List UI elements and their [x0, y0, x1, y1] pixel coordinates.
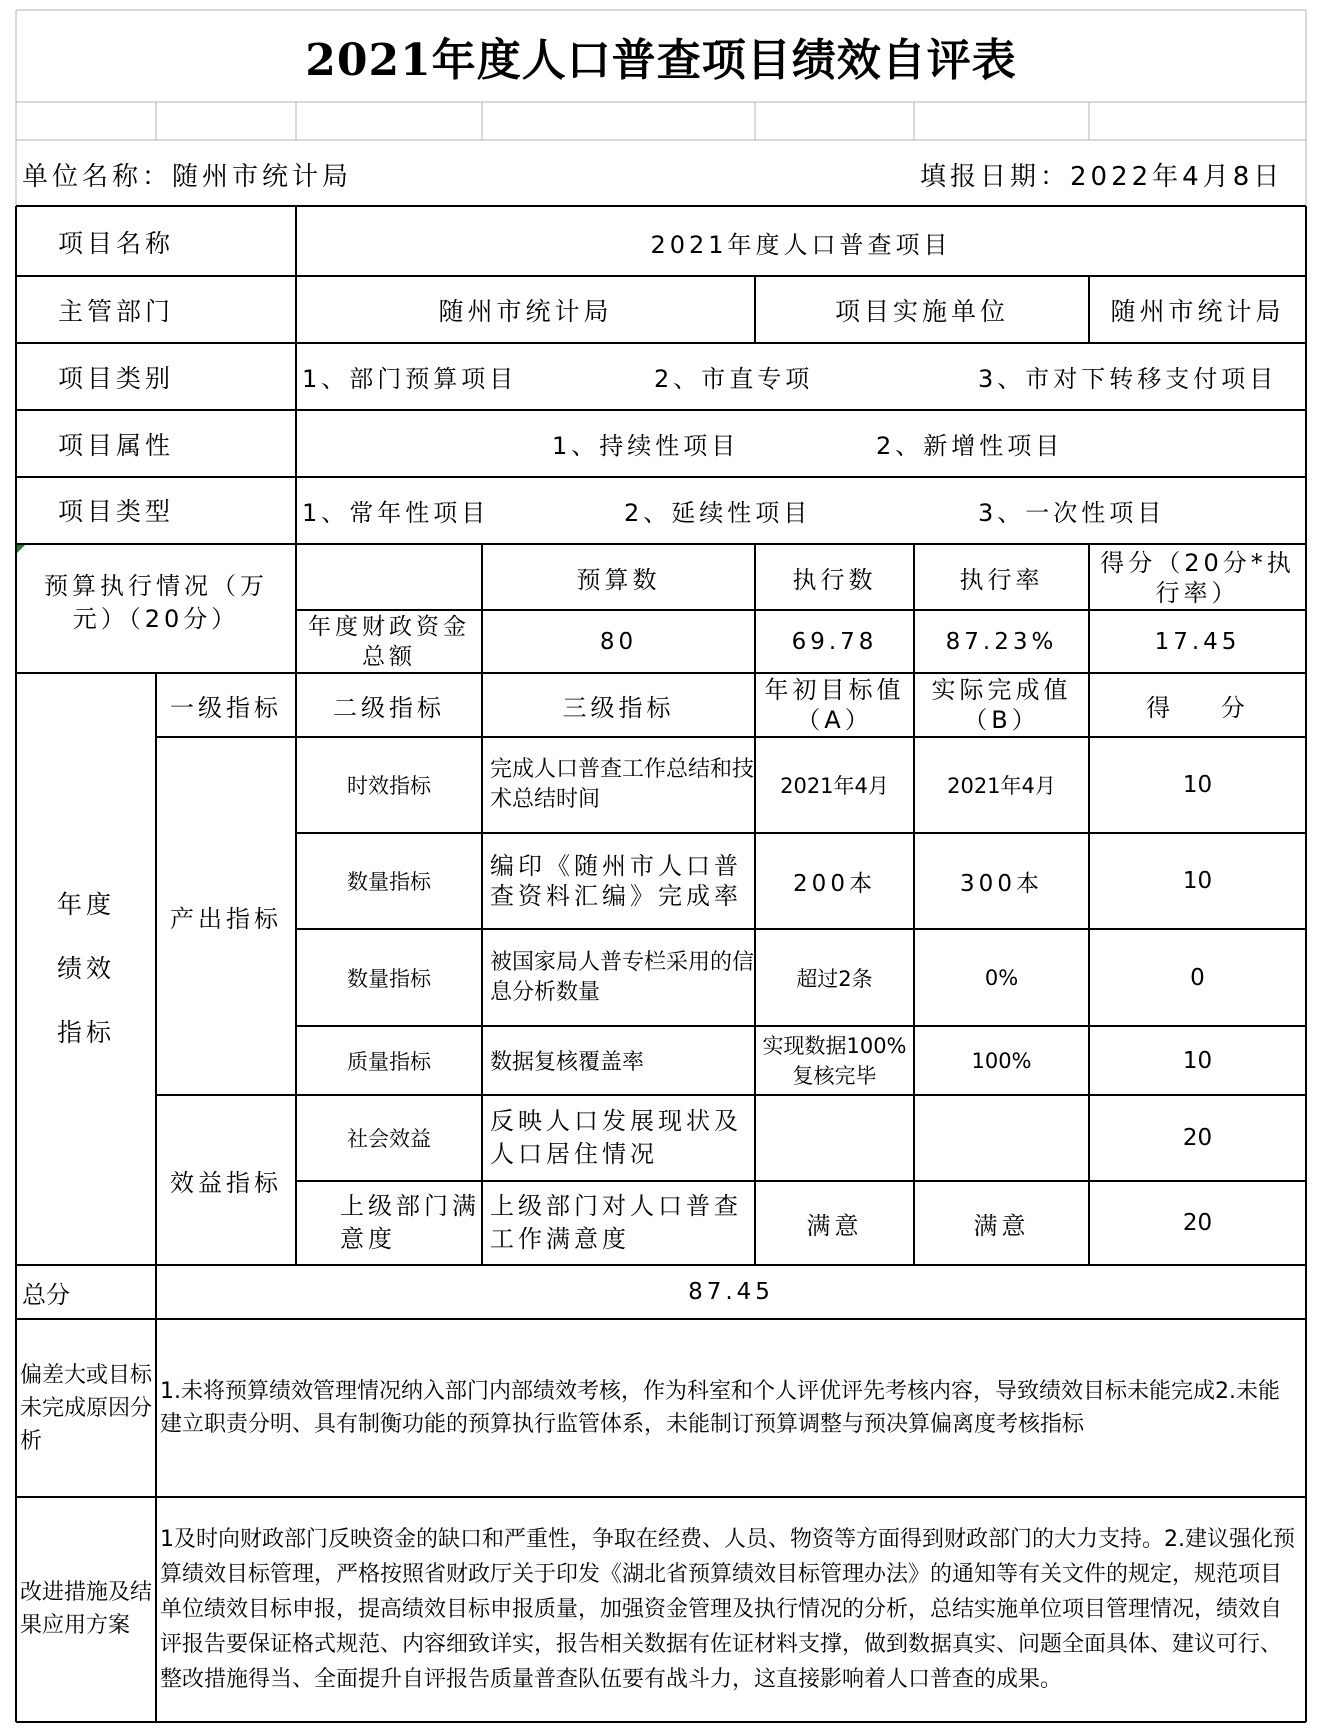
perf-header-score: 得 分: [1146, 693, 1249, 722]
improvement-label: 改进措施及结果应用方案: [20, 1580, 153, 1638]
budget-score-value: 17.45: [1154, 628, 1241, 655]
deviation-text: 1.未将预算绩效管理情况纳入部门内部绩效考核，作为科室和个人评优评先考核内容，导致绩效目标未能完成2.未能建立职责分明、具有制衡功能的预算执行监管体系，未能制订预算调整与预决算偏离度考核指标: [160, 1379, 1280, 1437]
total-value: 87.45: [688, 1279, 774, 1305]
perf-row-5-level3: 反映人口发展现状及人口居住情况: [490, 1107, 742, 1168]
unit-name: [22, 142, 622, 206]
perf-row-6-target: 满意: [806, 1211, 863, 1240]
improvement-text: 1及时向财政部门反映资金的缺口和严重性，争取在经费、人员、物资等方面得到财政部门的大力支持。2.建议强化预算绩效目标管理，严格按照省财政厅关于印发《湖北省预算绩效目标管理办法》的通知等有关文件的规定，规范项目单位绩效目标申报，提高绩效目标申报质量，加强资金管理及执行情况的分析，总结实施单位项目管理情况，绩效自评报告要保证格式规范、内容细致详实，报告相关数据有佐证材料支撑，做到数据真实、问题全面具体、建议可行、整改措施得当、全面提升自评报告质量普查队伍要有战斗力，这直接影响着人口普查的成果。: [160, 1526, 1295, 1692]
date-value: 2022年4月8日: [1070, 161, 1284, 192]
impl-unit-value: 随州市统计局: [1110, 296, 1285, 326]
budget-section-label: 预算执行情况（万元）（20分）: [44, 572, 268, 633]
perf-row-2-actual: 300本: [960, 870, 1043, 897]
perf-row-2-score: 10: [1182, 868, 1213, 894]
perf-row-6-score: 20: [1182, 1210, 1213, 1236]
category-option-2: 2、市直专项: [654, 365, 814, 393]
perf-row-4-actual: 100%: [971, 1048, 1032, 1073]
perf-row-1-level3: 完成人口普查工作总结和技术总结时间: [490, 757, 755, 812]
perf-row-5-level2: 社会效益: [347, 1127, 431, 1151]
cell-comment-marker: [17, 545, 25, 553]
perf-header-level1: 一级指标: [170, 693, 282, 722]
perf-row-3-actual: 0%: [984, 965, 1019, 990]
perf-row-1-target: 2021年4月: [780, 774, 889, 798]
perf-row-2-target: 200本: [793, 870, 876, 897]
deviation-label: 偏差大或目标未完成原因分析: [20, 1362, 153, 1454]
impl-unit-label: 项目实施单位: [834, 296, 1009, 326]
budget-header-planned: 预算数: [576, 566, 661, 594]
budget-header-rate: 执行率: [959, 566, 1044, 594]
project-name-label: 项目名称: [58, 229, 175, 258]
type-option-2: 2、延续性项目: [624, 498, 812, 527]
budget-rate-value: 87.23%: [945, 628, 1058, 655]
perf-row-4-target: 实现数据100%复核完毕: [762, 1033, 907, 1088]
budget-header-executed: 执行数: [792, 566, 877, 594]
perf-row-4-level3: 数据复核覆盖率: [490, 1050, 645, 1075]
perf-row-3-target: 超过2条: [796, 966, 873, 991]
type-option-3: 3、一次性项目: [978, 498, 1166, 527]
perf-row-6-level3: 上级部门对人口普查工作满意度: [490, 1192, 742, 1253]
type-label: 项目类型: [58, 497, 175, 526]
budget-header-score: 得分（20分*执行率）: [1100, 548, 1295, 607]
category-label: 项目类别: [58, 363, 175, 393]
report-date: [920, 142, 1310, 206]
perf-row-5-actual: [914, 1095, 1089, 1181]
perf-row-6-level2: 上级部门满意度: [340, 1192, 480, 1253]
category-option-1: 1、部门预算项目: [302, 365, 518, 393]
dept-label: 主管部门: [58, 296, 175, 326]
perf-row-3-level2: 数量指标: [347, 966, 431, 991]
perf-row-5-score: 20: [1182, 1125, 1213, 1151]
type-option-1: 1、常年性项目: [302, 498, 490, 527]
perf-header-level3: 三级指标: [562, 693, 675, 722]
budget-row-label: 年度财政资金总额: [308, 613, 470, 670]
perf-row-2-level3: 编印《随州市人口普查资料汇编》完成率: [490, 852, 742, 910]
date-label: 填报日期：: [920, 161, 1071, 192]
project-name-value: 2021年度人口普查项目: [650, 230, 952, 259]
budget-executed-value: 69.78: [791, 628, 878, 655]
attribute-option-1: 1、持续性项目: [552, 432, 740, 460]
perf-row-2-level2: 数量指标: [347, 870, 431, 894]
dept-value: 随州市统计局: [438, 296, 613, 326]
total-label: 总分: [22, 1280, 70, 1309]
perf-header-level2: 二级指标: [333, 693, 445, 722]
perf-row-1-level2: 时效指标: [347, 774, 431, 798]
unit-label: 单位名称：: [22, 161, 173, 192]
perf-group-output: 产出指标: [170, 904, 282, 933]
attribute-label: 项目属性: [58, 430, 175, 460]
perf-row-1-score: 10: [1182, 772, 1213, 798]
perf-row-1-actual: 2021年4月: [947, 774, 1056, 798]
perf-row-4-level2: 质量指标: [347, 1049, 431, 1074]
perf-row-6-actual: 满意: [973, 1211, 1030, 1240]
budget-planned-value: 80: [599, 628, 638, 655]
attribute-option-2: 2、新增性项目: [876, 432, 1064, 460]
perf-group-benefit: 效益指标: [170, 1168, 282, 1197]
perf-row-4-score: 10: [1182, 1047, 1213, 1074]
category-option-3: 3、市对下转移支付项目: [978, 365, 1278, 393]
performance-section-label: 年度 绩效 指标: [56, 890, 115, 1047]
perf-row-5-target: [755, 1095, 914, 1181]
perf-row-3-level3: 被国家局人普专栏采用的信息分析数量: [490, 949, 755, 1005]
perf-row-3-score: 0: [1190, 964, 1205, 991]
unit-value: 随州市统计局: [172, 161, 353, 192]
perf-header-actual: 实际完成值（B）: [931, 676, 1072, 734]
perf-header-target: 年初目标值（A）: [764, 676, 905, 734]
form-title: 2021年度人口普查项目绩效自评表: [305, 35, 1017, 86]
